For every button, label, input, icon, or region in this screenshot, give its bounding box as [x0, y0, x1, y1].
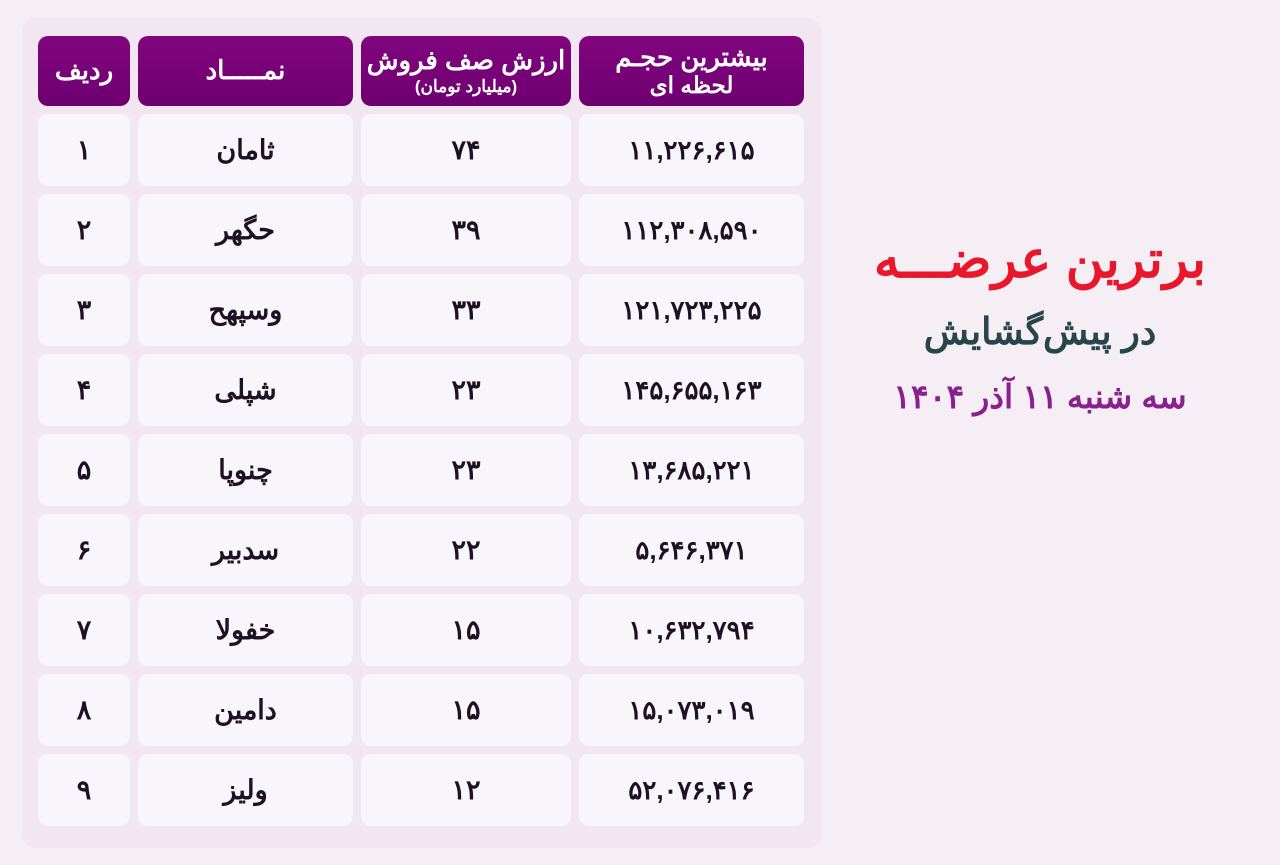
cell-symbol: دامین — [138, 674, 353, 746]
cell-volume: ۵۲,۰۷۶,۴۱۶ — [579, 754, 804, 826]
cell-value: ۲۳ — [361, 434, 571, 506]
cell-volume: ۱۵,۰۷۳,۰۱۹ — [579, 674, 804, 746]
cell-rank: ۳ — [38, 274, 130, 346]
cell-value: ۳۳ — [361, 274, 571, 346]
table-row — [38, 114, 804, 186]
column-header-value — [361, 36, 571, 106]
table-body — [38, 114, 804, 826]
cell-symbol: سدبیر — [138, 514, 353, 586]
table-header-row — [38, 36, 804, 106]
cell-rank: ۸ — [38, 674, 130, 746]
cell-symbol: ثامان — [138, 114, 353, 186]
caption-title: برترین عرضـــه — [873, 231, 1207, 289]
cell-value: ۱۲ — [361, 754, 571, 826]
cell-value: ۱۵ — [361, 674, 571, 746]
cell-value: ۷۴ — [361, 114, 571, 186]
offers-table-panel — [22, 18, 822, 848]
cell-rank: ۹ — [38, 754, 130, 826]
table-row — [38, 354, 804, 426]
cell-rank: ۴ — [38, 354, 130, 426]
column-header-value-main: ارزش صف فروش — [366, 45, 566, 76]
table-row — [38, 754, 804, 826]
cell-volume: ۱۴۵,۶۵۵,۱۶۳ — [579, 354, 804, 426]
column-header-symbol: نمـــــاد — [138, 36, 353, 106]
column-header-volume-line2: لحظه ای — [649, 72, 734, 99]
cell-symbol: خفولا — [138, 594, 353, 666]
caption-subtitle: در پیش‌گشایش — [923, 311, 1157, 353]
cell-volume: ۱۲۱,۷۲۳,۲۲۵ — [579, 274, 804, 346]
table-row — [38, 674, 804, 746]
cell-symbol: شپلی — [138, 354, 353, 426]
cell-symbol: وسپهح — [138, 274, 353, 346]
cell-symbol: ولیز — [138, 754, 353, 826]
cell-rank: ۶ — [38, 514, 130, 586]
table-row — [38, 594, 804, 666]
cell-volume: ۵,۶۴۶,۳۷۱ — [579, 514, 804, 586]
column-header-rank: ردیف — [38, 36, 130, 106]
table-row — [38, 274, 804, 346]
table-header — [38, 36, 804, 106]
cell-value: ۱۵ — [361, 594, 571, 666]
cell-rank: ۱ — [38, 114, 130, 186]
cell-rank: ۲ — [38, 194, 130, 266]
cell-symbol: چنوپا — [138, 434, 353, 506]
cell-volume: ۱۱۲,۳۰۸,۵۹۰ — [579, 194, 804, 266]
table-row — [38, 434, 804, 506]
cell-value: ۲۳ — [361, 354, 571, 426]
caption-block — [830, 232, 1250, 416]
column-header-volume — [579, 36, 804, 106]
cell-symbol: حگهر — [138, 194, 353, 266]
cell-value: ۲۲ — [361, 514, 571, 586]
cell-volume: ۱۰,۶۳۲,۷۹۴ — [579, 594, 804, 666]
cell-rank: ۵ — [38, 434, 130, 506]
cell-rank: ۷ — [38, 594, 130, 666]
cell-volume: ۱۱,۲۲۶,۶۱۵ — [579, 114, 804, 186]
table-row — [38, 514, 804, 586]
cell-volume: ۱۳,۶۸۵,۲۲۱ — [579, 434, 804, 506]
column-header-volume-line1: بیشترین حجـم — [615, 42, 768, 73]
caption-date: سه شنبه ۱۱ آذر ۱۴۰۴ — [893, 377, 1187, 415]
column-header-value-sub: (میلیارد تومان) — [414, 76, 518, 96]
cell-value: ۳۹ — [361, 194, 571, 266]
table-row — [38, 194, 804, 266]
offers-table — [30, 28, 812, 834]
